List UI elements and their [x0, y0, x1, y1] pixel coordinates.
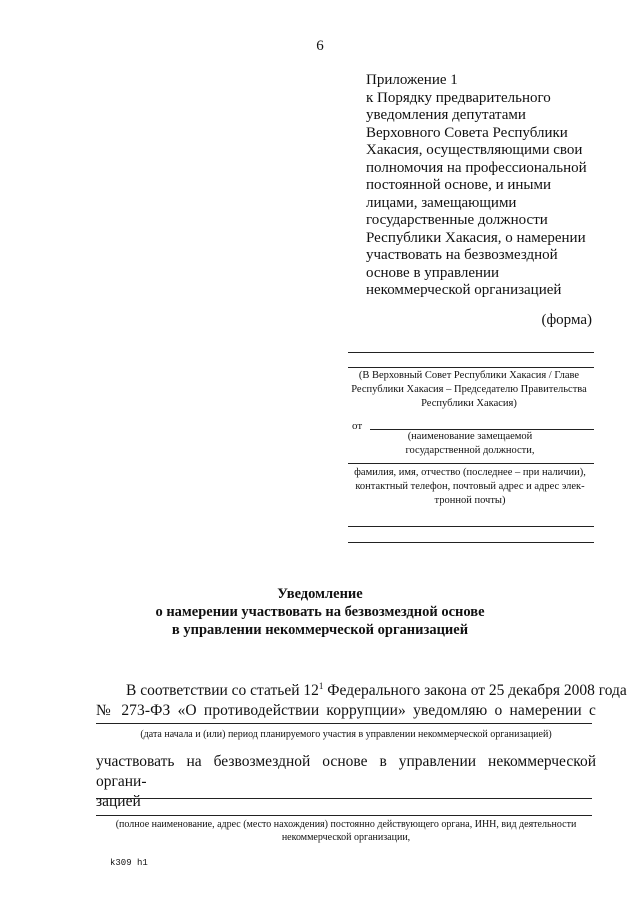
document-title: Уведомление: [277, 586, 363, 602]
article-superscript: 1: [318, 681, 324, 691]
appendix-line: Республики Хакасия, о намерении: [366, 229, 586, 246]
org-fill-line: [96, 798, 592, 799]
caption-line: фамилия, имя, отчество (последнее – при наличии),: [354, 467, 586, 478]
appendix-line: уведомления депутатами: [366, 107, 526, 123]
appendix-line: постоянной основе, и иными: [366, 177, 552, 193]
appendix-header: [366, 72, 606, 300]
caption-line: Республики Хакасия – Председателю Правительства: [351, 384, 587, 395]
appendix-line: основе в управлении: [366, 264, 500, 281]
appendix-line: Хакасия, осуществляющими свои: [366, 142, 583, 158]
date-caption: (дата начала и (или) период планируемого участия в управлении некоммерческой организацией): [140, 729, 552, 740]
caption-line: (В Верховный Совет Республики Хакасия / Главе: [358, 370, 580, 381]
caption-line: (полное наименование, адрес (место нахождения) постоянно действующего органа, ИНН, вид деятельности: [115, 819, 577, 830]
fio-caption: [340, 466, 600, 508]
caption-line: некоммерческой организации,: [281, 832, 411, 843]
appendix-line: некоммерческой организацией: [366, 282, 562, 298]
date-fill-line: [96, 723, 592, 724]
caption-line: государственной должности,: [405, 445, 535, 456]
caption-line: (наименование замещаемой: [407, 431, 533, 442]
paragraph-line: [96, 676, 627, 701]
form-label: (форма): [541, 312, 592, 328]
appendix-line: Приложение 1: [366, 72, 458, 88]
contact-fill-line: [348, 542, 594, 543]
addressee-fill-line: [348, 352, 594, 353]
appendix-line: к Порядку предварительного: [366, 89, 551, 106]
text-run: В соответствии со статьей 12: [126, 682, 319, 700]
participation-paragraph: [96, 752, 596, 812]
fio-fill-line: [348, 463, 594, 464]
addressee-fill-line: [348, 367, 594, 368]
appendix-line: Верховного Совета Республики: [366, 124, 568, 141]
appendix-line: лицами, замещающими: [366, 194, 517, 211]
addressee-caption: [344, 369, 594, 411]
appendix-line: участвовать на безвозмездной: [366, 247, 558, 263]
caption-line: тронной почты): [434, 495, 506, 506]
text-run: Федерального закона от 25 декабря 2008 года: [323, 682, 627, 700]
contact-fill-line: [348, 526, 594, 527]
appendix-line: государственные должности: [366, 212, 548, 228]
caption-line: Республики Хакасия): [421, 398, 517, 409]
document-subtitle-line: в управлении некоммерческой организацией: [171, 622, 469, 638]
position-caption: [370, 430, 570, 458]
page-number: 6: [316, 38, 324, 54]
from-label: от: [352, 420, 363, 432]
paragraph-line: зацией: [96, 793, 141, 810]
document-subtitle-line: о намерении участвовать на безвозмездной основе: [155, 604, 485, 620]
appendix-line: полномочия на профессиональной: [366, 159, 587, 176]
organization-caption: [92, 818, 600, 844]
caption-line: контактный телефон, почтовый адрес и адрес элек-: [355, 481, 585, 492]
org-fill-line: [96, 815, 592, 816]
paragraph-line: № 273-ФЗ «О противодействии коррупции» уведомляю о намерении с: [96, 702, 596, 720]
notification-paragraph: [96, 676, 627, 721]
document-code: k309 h1: [110, 858, 148, 868]
paragraph-line: участвовать на безвозмездной основе в управлении некоммерческой органи-: [96, 753, 596, 790]
